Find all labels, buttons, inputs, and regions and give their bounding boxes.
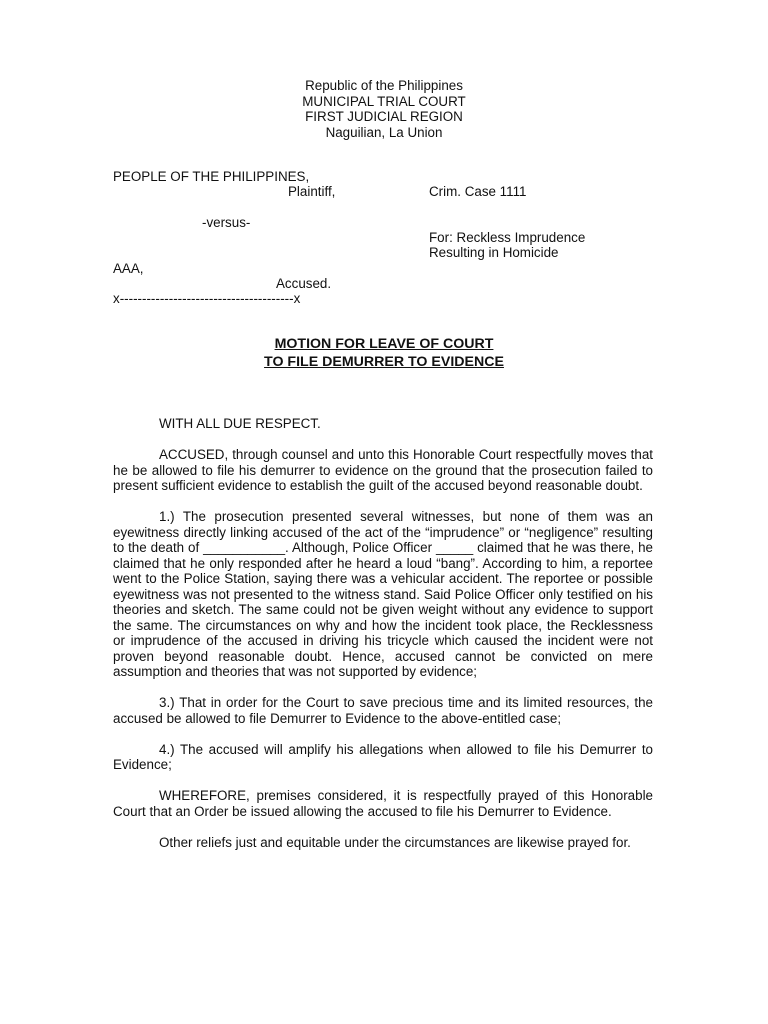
charge-line-1: For: Reckless Imprudence: [429, 230, 586, 245]
accused-name: AAA,: [113, 261, 144, 276]
charge-line-2: Resulting in Homicide: [429, 245, 559, 260]
paragraph-reliefs: Other reliefs just and equitable under the circumstances are likewise prayed for.: [159, 834, 631, 850]
header-region: FIRST JUDICIAL REGION: [305, 109, 463, 124]
header-republic: Republic of the Philippines: [305, 78, 463, 93]
salutation: WITH ALL DUE RESPECT.: [159, 416, 321, 431]
header-court: MUNICIPAL TRIAL COURT: [302, 93, 466, 109]
versus-label: -versus-: [202, 215, 251, 230]
paragraph-4: 4.) The accused will amplify his allegations when allowed to file his Demurrer to Evidence;: [113, 741, 653, 772]
plaintiff-role: Plaintiff,: [288, 184, 336, 199]
caption-separator: x---------------------------------------x: [113, 291, 301, 306]
paragraph-1: 1.) The prosecution presented several witnesses, but none of them was an eyewitness directly linking accused of the act of the “imprudence” or “negligence” resulting to the death of ___________. Although, Police Officer _____ claimed that he was there, he claimed that he only responded after he heard a loud “bang”. According to him, a reportee went to the Police Station, saying there was a vehicular accident. The reportee or possible eyewitness was not presented to the witness stand. Said Police Officer only testified on his theories and sketch. The same could not be given weight without any evidence to support the same. The circumstances on why and how the incident took place, the Recklessness or imprudence of the accused in driving his tricycle which caused the incident were not proven beyond reasonable doubt. Hence, accused cannot be convicted on mere assumption and theories that was not supported by evidence;: [113, 509, 653, 679]
paragraph-wherefore: WHEREFORE, premises considered, it is respectfully prayed of this Honorable Court that an Order be issued allowing the accused to file his Demurrer to Evidence.: [113, 788, 653, 819]
header-location: Naguilian, La Union: [325, 124, 443, 140]
paragraph-intro: ACCUSED, through counsel and unto this Honorable Court respectfully moves that he be allowed to file his demurrer to evidence on the ground that the prosecution failed to present sufficient evidence to establish the guilt of the accused beyond reasonable doubt.: [113, 447, 653, 493]
court-header: [0, 78, 768, 140]
title-line-2: TO FILE DEMURRER TO EVIDENCE: [264, 353, 504, 370]
case-number: Crim. Case 1111: [429, 184, 527, 199]
motion-title: [0, 336, 768, 371]
title-line-1: MOTION FOR LEAVE OF COURT: [274, 336, 494, 352]
plaintiff-name: PEOPLE OF THE PHILIPPINES,: [113, 169, 310, 184]
accused-role: Accused.: [276, 276, 332, 291]
paragraph-3: 3.) That in order for the Court to save precious time and its limited resources, the accused be allowed to file Demurrer to Evidence to the above-entitled case;: [113, 695, 653, 726]
motion-body: [113, 416, 653, 866]
